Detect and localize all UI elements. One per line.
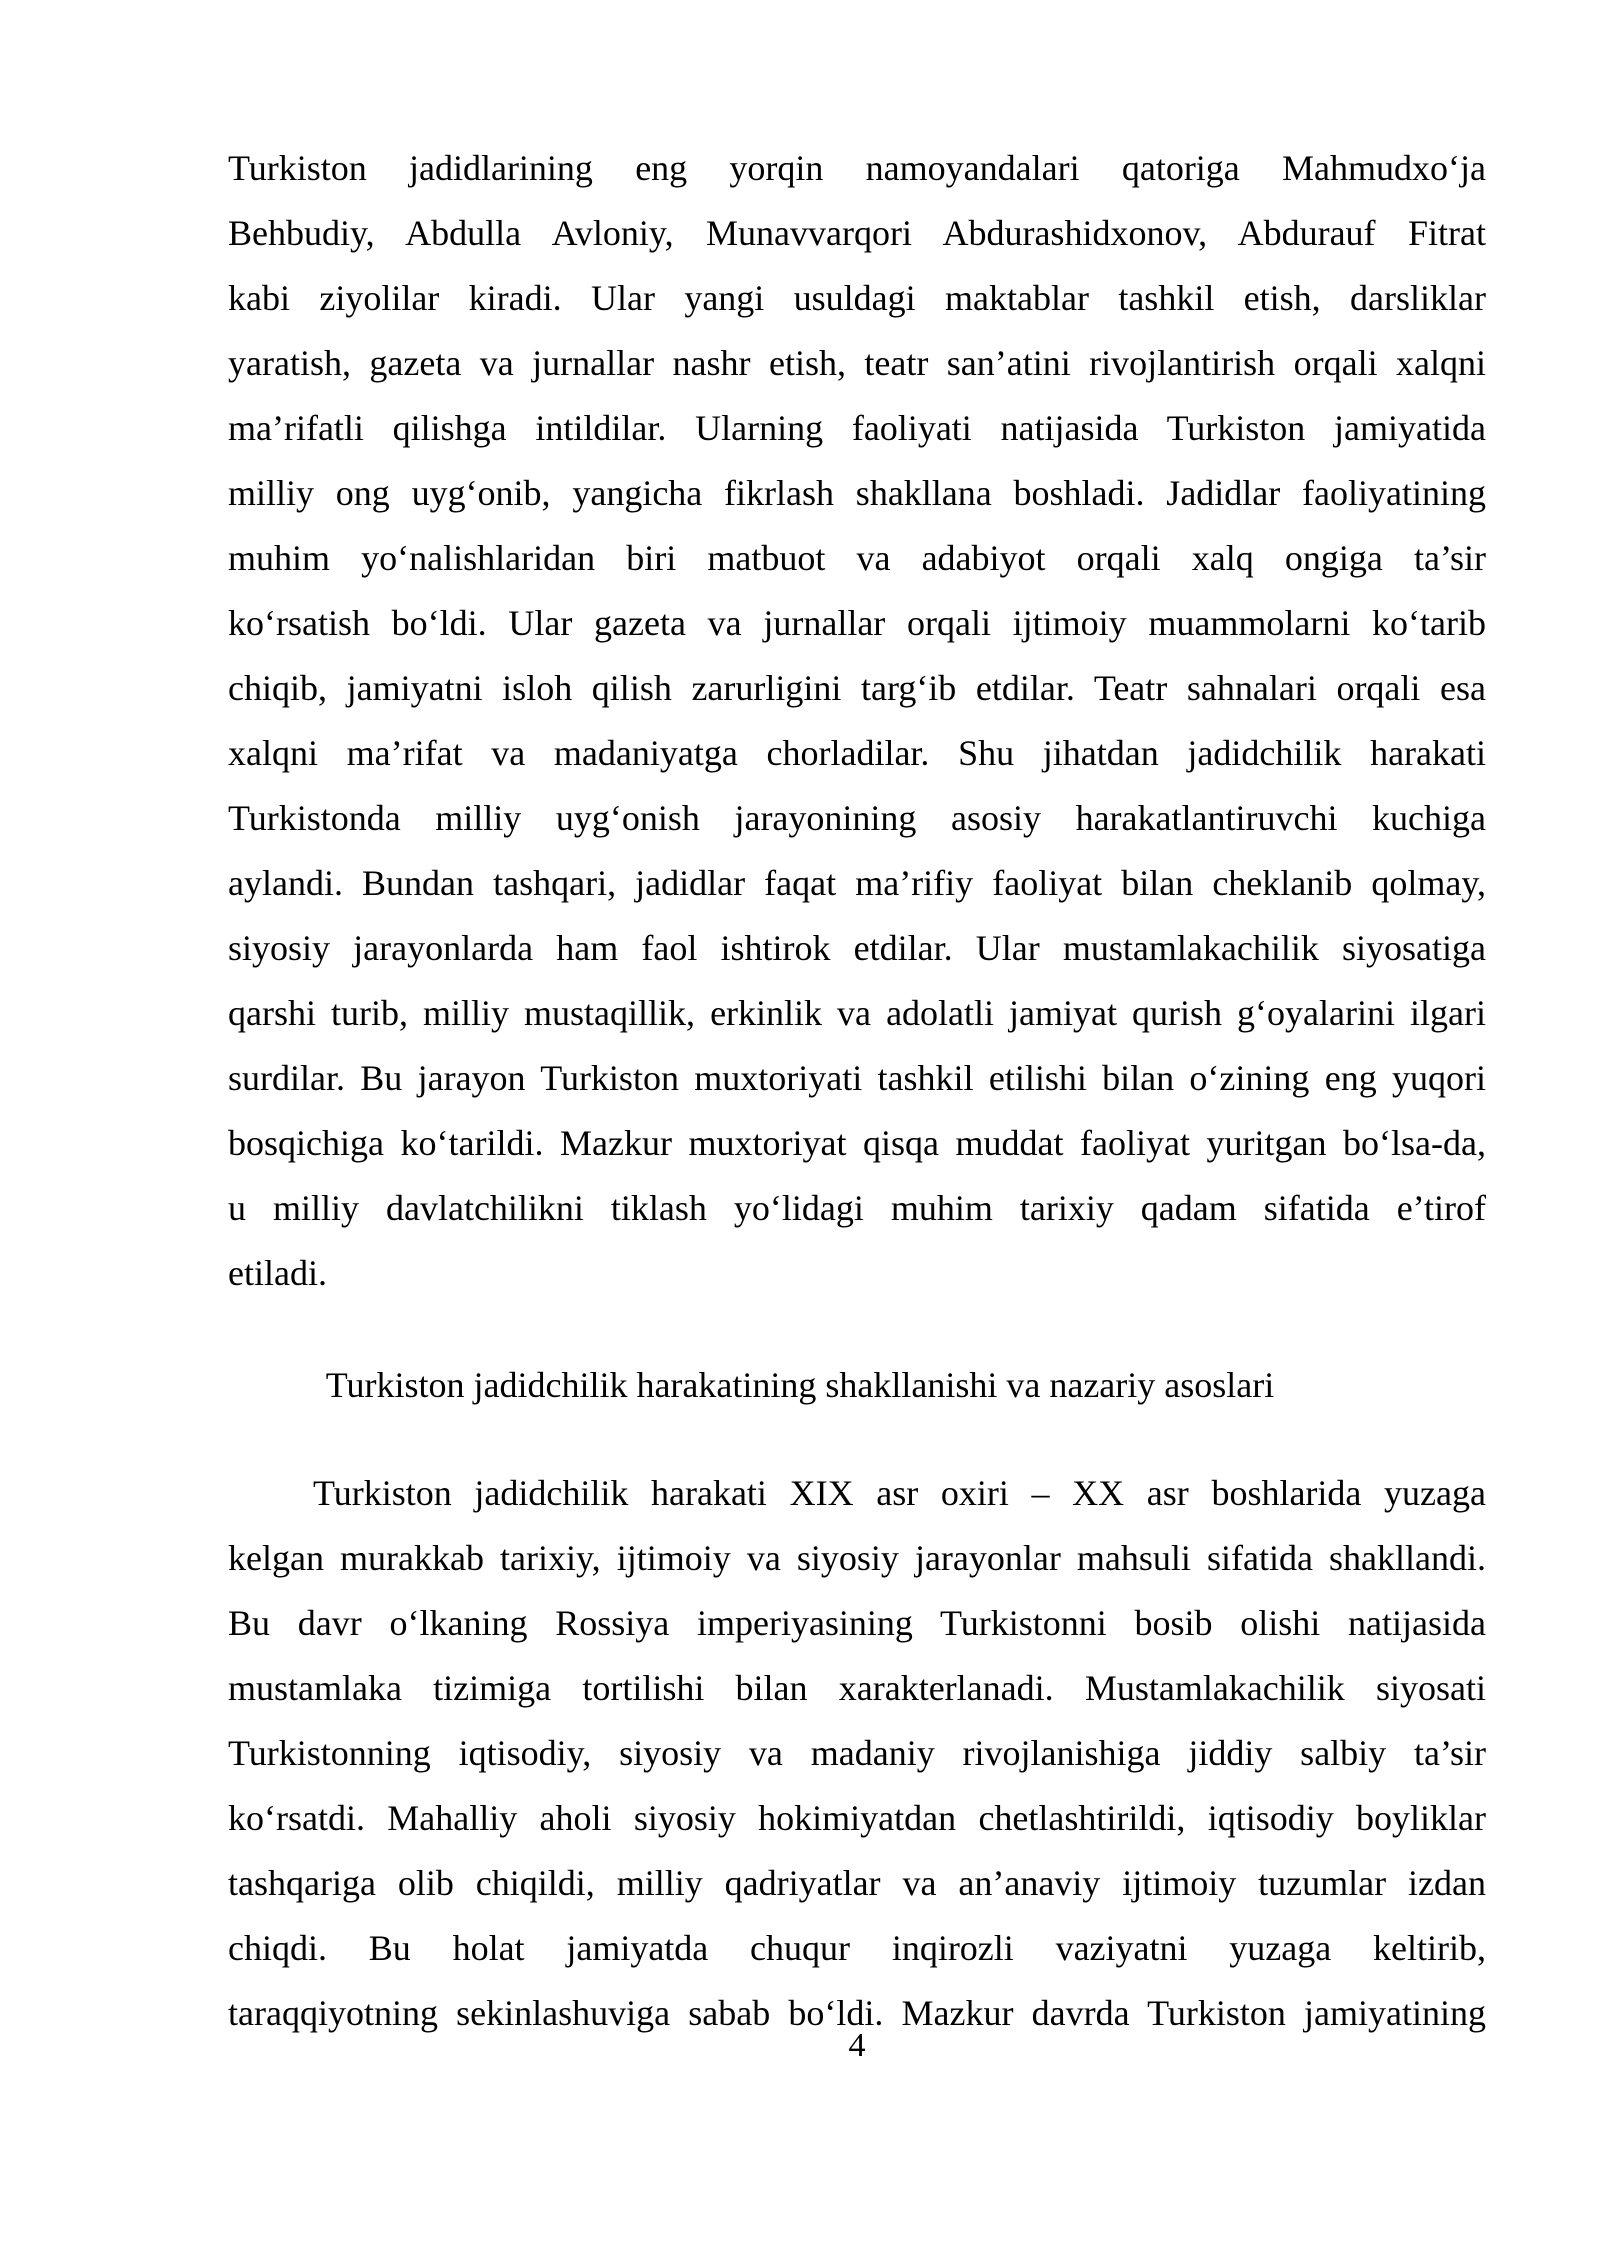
text-line: u milliy davlatchilikni tiklash yo‘lidagi muhim tarixiy qadam sifatida e’tirof [228, 1188, 1486, 1228]
text-line: Turkistonda milliy uyg‘onish jarayonining asosiy harakatlantiruvchi kuchiga [228, 798, 1486, 838]
text-line: tashqariga olib chiqildi, milliy qadriyatlar va an’anaviy ijtimoiy tuzumlar izdan [228, 1863, 1486, 1903]
text-line: qarshi turib, milliy mustaqillik, erkinlik va adolatli jamiyat qurish g‘oyalarini ilgari [228, 993, 1486, 1033]
text-line: siyosiy jarayonlarda ham faol ishtirok etdilar. Ular mustamlakachilik siyosatiga [228, 928, 1486, 968]
text-line: Turkiston jadidlarining eng yorqin namoyandalari qatoriga Mahmudxo‘ja [228, 148, 1486, 188]
text-line: mustamlaka tizimiga tortilishi bilan xarakterlanadi. Mustamlakachilik siyosati [228, 1668, 1486, 1708]
text-line: Turkistonning iqtisodiy, siyosiy va madaniy rivojlanishiga jiddiy salbiy ta’sir [228, 1733, 1486, 1773]
paragraph-main [228, 1461, 1486, 2046]
section-heading: Turkiston jadidchilik harakatining shakllanishi va nazariy asoslari [325, 1365, 1275, 1405]
text-line: Bu davr o‘lkaning Rossiya imperiyasining Turkistonni bosib olishi natijasida [228, 1603, 1486, 1643]
text-line: aylandi. Bundan tashqari, jadidlar faqat ma’rifiy faoliyat bilan cheklanib qolmay, [228, 863, 1486, 903]
text-line: milliy ong uyg‘onib, yangicha fikrlash shakllana boshladi. Jadidlar faoliyatining [228, 473, 1486, 513]
text-line: ma’rifatli qilishga intildilar. Ularning faoliyati natijasida Turkiston jamiyatida [228, 408, 1486, 448]
text-line: surdilar. Bu jarayon Turkiston muxtoriyati tashkil etilishi bilan o‘zining eng yuqori [228, 1058, 1486, 1098]
text-line: yaratish, gazeta va jurnallar nashr etish, teatr san’atini rivojlantirish orqali xalqni [228, 343, 1486, 383]
text-line: taraqqiyotning sekinlashuviga sabab bo‘ldi. Mazkur davrda Turkiston jamiyatining [228, 1993, 1486, 2033]
text-line: Behbudiy, Abdulla Avloniy, Munavvarqori Abdurashidxonov, Abdurauf Fitrat [228, 213, 1486, 253]
text-line: chiqib, jamiyatni isloh qilish zarurligini targ‘ib etdilar. Teatr sahnalari orqali esa [228, 668, 1486, 708]
text-line: ko‘rsatish bo‘ldi. Ular gazeta va jurnallar orqali ijtimoiy muammolarni ko‘tarib [228, 603, 1486, 643]
page-number: 4 [848, 2027, 866, 2064]
text-line: etiladi. [228, 1253, 327, 1293]
text-line: Turkiston jadidchilik harakati XIX asr oxiri – XX asr boshlarida yuzaga [313, 1473, 1486, 1513]
text-line: muhim yo‘nalishlaridan biri matbuot va adabiyot orqali xalq ongiga ta’sir [228, 538, 1486, 578]
text-line: xalqni ma’rifat va madaniyatga chorladilar. Shu jihatdan jadidchilik harakati [228, 733, 1486, 773]
text-line: bosqichiga ko‘tarildi. Mazkur muxtoriyat qisqa muddat faoliyat yuritgan bo‘lsa-da, [228, 1123, 1486, 1163]
text-line: ko‘rsatdi. Mahalliy aholi siyosiy hokimiyatdan chetlashtirildi, iqtisodiy boyliklar [228, 1798, 1486, 1838]
paragraph-continuation [228, 136, 1486, 1306]
text-line: kabi ziyolilar kiradi. Ular yangi usuldagi maktablar tashkil etish, darsliklar [228, 278, 1486, 318]
text-line: chiqdi. Bu holat jamiyatda chuqur inqirozli vaziyatni yuzaga keltirib, [228, 1928, 1486, 1968]
text-line: kelgan murakkab tarixiy, ijtimoiy va siyosiy jarayonlar mahsuli sifatida shakllandi. [228, 1538, 1486, 1578]
